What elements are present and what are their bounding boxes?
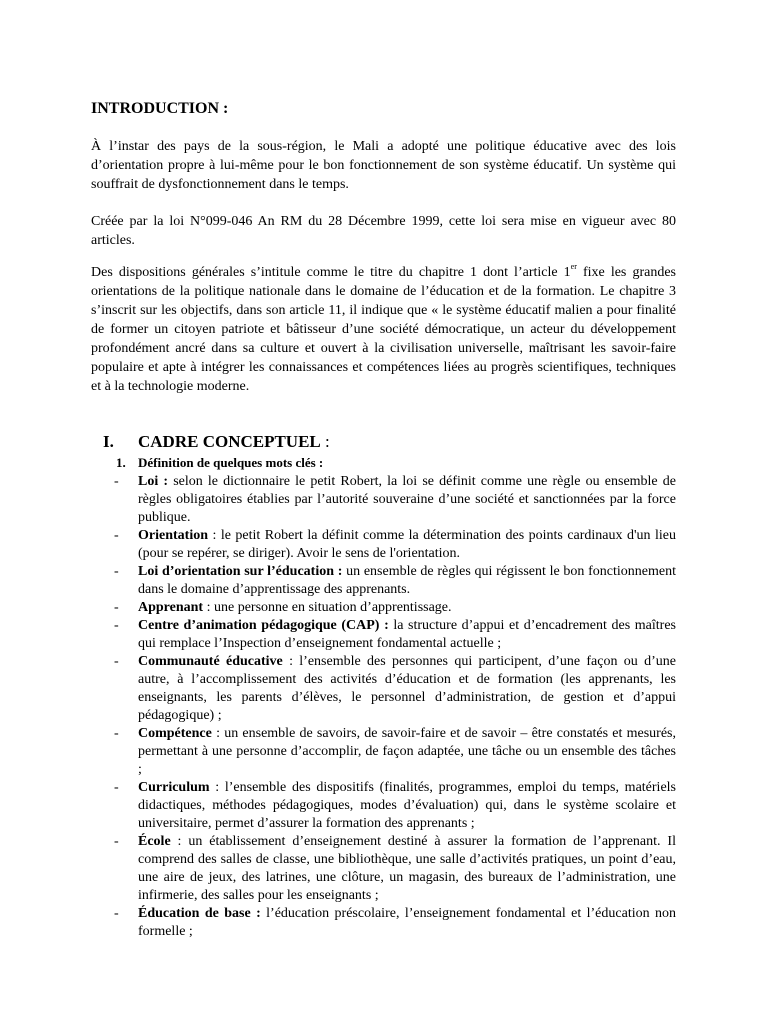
list-dash: - <box>114 474 119 489</box>
definition-term: École <box>138 834 171 849</box>
list-dash: - <box>114 906 119 921</box>
definition-text: selon le dictionnaire le petit Robert, la loi se définit comme une règle ou ensemble de règles obligatoires établies par l’autorité souveraine d’une société et sanctionnées par la force publique. <box>138 474 677 525</box>
intro-paragraph-1: À l’instar des pays de la sous-région, le Mali a adopté une politique éducative avec des lois d’orientation propre à lui-même pour le bon fonctionnement de son système éducatif. Un système qui souffrait de dysfonctionnement dans le temps. <box>91 139 676 192</box>
definition-item <box>91 617 676 653</box>
definition-item <box>91 527 676 563</box>
definition-item <box>91 833 676 905</box>
section-title-suffix: : <box>320 432 330 451</box>
intro-paragraph-2: Créée par la loi N°099-046 An RM du 28 Décembre 1999, cette loi sera mise en vigueur avec 80 articles. <box>91 214 676 248</box>
definitions-list <box>91 473 676 941</box>
list-dash: - <box>114 600 119 615</box>
definition-text: la structure d’appui et d’encadrement des maîtres qui remplace l’Inspection d’enseignement fondamental actuelle ; <box>138 618 676 651</box>
definition-term: Compétence <box>138 726 212 741</box>
ordinal-superscript: er <box>570 262 577 271</box>
definition-item <box>91 779 676 833</box>
definition-term: Éducation de base : <box>138 906 261 921</box>
definition-text: : l’ensemble des personnes qui participent, d’une façon ou d’une autre, à l’accomplissement des activités d’éducation et de formation (les apprenants, les enseignants, les parents d’élèves, le personnel d’administration, de gestion et d’appui pédagogique) ; <box>138 654 677 723</box>
list-dash: - <box>114 618 119 633</box>
list-dash: - <box>114 564 119 579</box>
definition-term: Loi : <box>138 474 169 489</box>
intro-paragraph-3-part-b: fixe les grandes orientations de la politique nationale dans le domaine de l’éducation et de la formation. Le chapitre 3 s’inscrit sur les objectifs, dans son article 11, il indique que « le système éducatif malien a pour finalité de former un citoyen patriote et bâtisseur d’une société démocratique, un acteur du développement profondément ancré dans sa culture et ouvert à la civilisation universelle, maîtrisant les savoir-faire populaire et apte à intégrer les connaissances et compétences liées au progrès scientifiques, techniques et à la technologie moderne. <box>91 265 676 394</box>
definition-text: : un ensemble de savoirs, de savoir-faire et de savoir – être constatés et mesurés, permettant à une personne d’accomplir, de façon adaptée, une tâche ou un ensemble des tâches ; <box>138 726 676 777</box>
definition-item <box>91 725 676 779</box>
list-dash: - <box>114 726 119 741</box>
subsection-title: Définition de quelques mots clés : <box>138 455 324 470</box>
subsection-number: 1. <box>116 455 126 470</box>
list-dash: - <box>114 528 119 543</box>
definition-text: l’éducation préscolaire, l’enseignement fondamental et l’éducation non formelle ; <box>138 906 676 939</box>
definition-term: Communauté éducative <box>138 654 283 669</box>
definition-text: : le petit Robert la définit comme la détermination des points cardinaux d'un lieu (pour se repérer, se diriger). Avoir le sens de l'orientation. <box>138 528 676 561</box>
section-heading <box>103 432 330 452</box>
definition-term: Centre d’animation pédagogique (CAP) : <box>138 618 389 633</box>
definition-term: Curriculum <box>138 780 210 795</box>
definition-item <box>91 653 676 725</box>
definition-text: : une personne en situation d’apprentissage. <box>203 600 452 615</box>
definition-text: : un établissement d’enseignement destiné à assurer la formation de l’apprenant. Il comprend des salles de classe, une bibliothèque, une salle d’activités pratiques, un point d’eau, une aire de jeux, des latrines, une clôture, un magasin, des bureaux de l’administration, une infirmerie, des salles pour les enseignants ; <box>138 834 676 903</box>
intro-heading: INTRODUCTION : <box>91 100 229 117</box>
intro-paragraph-3 <box>91 263 676 396</box>
definition-text: un ensemble de règles qui régissent le bon fonctionnement dans le domaine d’apprentissage des apprenants. <box>138 564 676 597</box>
definition-term: Loi d’orientation sur l’éducation : <box>138 564 343 579</box>
definition-item <box>91 599 676 617</box>
section-number: I. <box>103 432 114 451</box>
section-title: CADRE CONCEPTUEL <box>138 432 321 451</box>
definition-text: : l’ensemble des dispositifs (finalités, programmes, emploi du temps, matériels didactiques, méthodes pédagogiques, modes d’évaluation) qui, dans le système scolaire et universitaire, permet d’assurer la formation des apprenants ; <box>138 780 676 831</box>
intro-paragraph-3-part-a: Des dispositions générales s’intitule comme le titre du chapitre 1 dont l’article 1 <box>91 265 571 280</box>
list-dash: - <box>114 834 119 849</box>
definition-term: Orientation <box>138 528 208 543</box>
definition-term: Apprenant <box>138 600 204 615</box>
subsection-heading <box>116 455 323 471</box>
definition-item <box>91 473 676 527</box>
definition-item <box>91 905 676 941</box>
definition-item <box>91 563 676 599</box>
list-dash: - <box>114 780 119 795</box>
list-dash: - <box>114 654 119 669</box>
